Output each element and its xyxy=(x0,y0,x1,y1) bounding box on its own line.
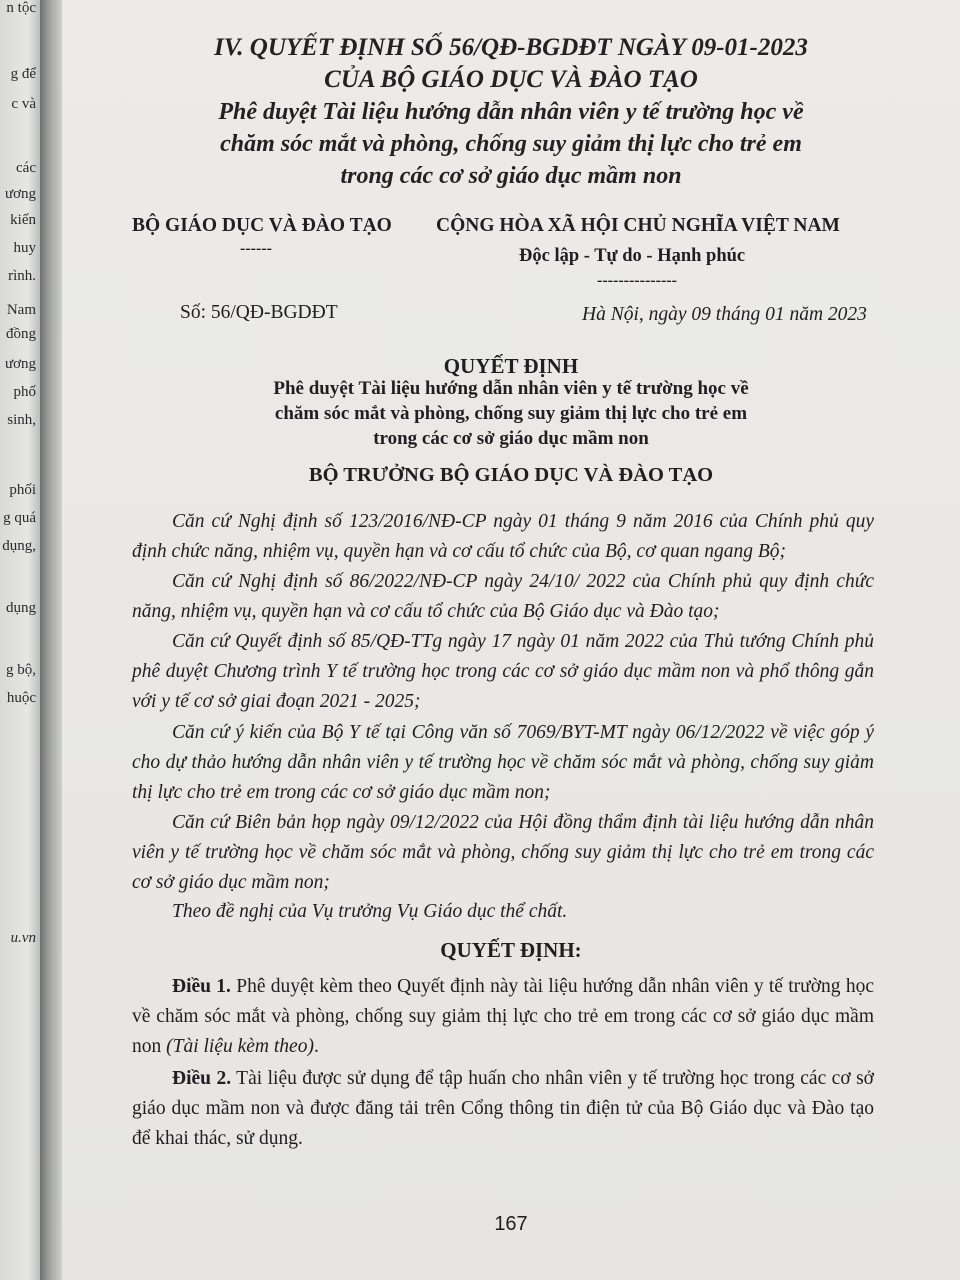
margin-fragment: g quá xyxy=(3,510,36,526)
margin-fragment: u.vn xyxy=(10,930,36,946)
decision-heading: QUYẾT ĐỊNH xyxy=(443,354,579,378)
book-gutter xyxy=(40,0,62,1280)
article-2 xyxy=(132,1064,874,1154)
margin-fragment: ương xyxy=(4,356,36,372)
adjacent-page-edge xyxy=(0,0,40,1280)
section-subtitle-line1: Phê duyệt Tài liệu hướng dẫn nhân viên y tế trường học về xyxy=(218,99,804,125)
document-page xyxy=(62,0,960,1280)
recital-paragraph: Căn cứ ý kiến của Bộ Y tế tại Công văn số 7069/BYT-MT ngày 06/12/2022 về việc góp ý cho dự thảo hướng dẫn nhân viên y tế trường học về chăm sóc mắt và phòng, chống suy giảm thị lực cho trẻ em trong các cơ sở giáo dục mầm non; xyxy=(132,722,874,803)
margin-fragment: các xyxy=(16,160,36,176)
recital-paragraph: Theo đề nghị của Vụ trưởng Vụ Giáo dục thể chất. xyxy=(172,901,568,922)
margin-fragment: kiến xyxy=(10,212,36,228)
section-title-line1: IV. QUYẾT ĐỊNH SỐ 56/QĐ-BGDĐT NGÀY 09-01-2023 xyxy=(214,34,808,61)
article-note: (Tài liệu kèm theo) xyxy=(166,1036,314,1057)
margin-fragment: dụng xyxy=(6,600,36,616)
margin-fragment: phố xyxy=(13,384,36,400)
margin-fragment: sinh, xyxy=(7,412,36,428)
document-number: Số: 56/QĐ-BGDĐT xyxy=(180,302,338,323)
decision-title-line1: Phê duyệt Tài liệu hướng dẫn nhân viên y tế trường học về xyxy=(273,378,749,399)
motto-rule: --------------- xyxy=(597,272,677,289)
country-name: CỘNG HÒA XÃ HỘI CHỦ NGHĨA VIỆT NAM xyxy=(436,215,840,236)
article-text: Tài liệu được sử dụng để tập huấn cho nhân viên y tế trường học trong các cơ sở giáo dục mầm non và được đăng tải trên Cổng thông tin điện tử của Bộ Giáo dục và Đào tạo để khai thác, sử dụng. xyxy=(132,1068,874,1149)
margin-fragment: huộc xyxy=(6,690,36,706)
recital-paragraph: Căn cứ Nghị định số 86/2022/NĐ-CP ngày 24/10/ 2022 của Chính phủ quy định chức năng, nhiệm vụ, quyền hạn và cơ cấu tổ chức của Bộ Giáo dục và Đào tạo; xyxy=(132,571,874,622)
article-1 xyxy=(132,972,874,1062)
section-subtitle-line2: chăm sóc mắt và phòng, chống suy giảm thị lực cho trẻ em xyxy=(220,131,802,157)
decides-heading: QUYẾT ĐỊNH: xyxy=(440,938,582,962)
margin-fragment: n tộc xyxy=(6,0,36,16)
article-label: Điều 1. xyxy=(172,976,231,997)
recital-paragraph: Căn cứ Nghị định số 123/2016/NĐ-CP ngày 01 tháng 9 năm 2016 của Chính phủ quy định chức năng, nhiệm vụ, quyền hạn và cơ cấu tổ chức của Bộ, cơ quan ngang Bộ; xyxy=(132,511,874,562)
margin-fragment: c và xyxy=(11,96,36,112)
decision-title-line3: trong các cơ sở giáo dục mầm non xyxy=(373,428,649,449)
article-end: . xyxy=(313,1036,319,1057)
recital-paragraph: Căn cứ Biên bản họp ngày 09/12/2022 của Hội đồng thẩm định tài liệu hướng dẫn nhân viên y tế trường học về chăm sóc mắt và phòng, chống suy giảm thị lực cho trẻ em trong các cơ sở giáo dục mầm non; xyxy=(132,812,874,893)
margin-fragment: rình. xyxy=(8,268,36,284)
section-title-line2: CỦA BỘ GIÁO DỤC VÀ ĐÀO TẠO xyxy=(324,66,698,93)
agency-rule: ------ xyxy=(240,240,272,257)
national-motto: Độc lập - Tự do - Hạnh phúc xyxy=(519,246,746,266)
margin-fragment: phối xyxy=(9,482,36,498)
page-number: 167 xyxy=(494,1213,528,1235)
margin-fragment: đồng xyxy=(6,326,36,342)
issuing-agency: BỘ GIÁO DỤC VÀ ĐÀO TẠO xyxy=(132,215,392,236)
recital-paragraph: Căn cứ Quyết định số 85/QĐ-TTg ngày 17 ngày 01 năm 2022 của Thủ tướng Chính phủ phê duyệt Chương trình Y tế trường học trong các cơ sở giáo dục mầm non và phổ thông gắn với y tế cơ sở giai đoạn 2021 - 2025; xyxy=(132,631,874,712)
margin-fragment: g bộ, xyxy=(6,662,36,678)
section-subtitle-line3: trong các cơ sở giáo dục mầm non xyxy=(340,163,682,189)
issuing-authority: BỘ TRƯỞNG BỘ GIÁO DỤC VÀ ĐÀO TẠO xyxy=(308,464,714,486)
article-text: Phê duyệt kèm theo Quyết định này tài liệu hướng dẫn nhân viên y tế trường học về chăm sóc mắt và phòng, chống suy giảm thị lực cho trẻ em trong các cơ sở giáo dục mầm non xyxy=(132,976,875,1057)
article-label: Điều 2. xyxy=(172,1068,232,1089)
place-and-date: Hà Nội, ngày 09 tháng 01 năm 2023 xyxy=(582,304,867,325)
margin-fragment: huy xyxy=(13,240,36,256)
decision-title-line2: chăm sóc mắt và phòng, chống suy giảm thị lực cho trẻ em xyxy=(274,403,748,424)
margin-fragment: Nam xyxy=(6,302,36,318)
margin-fragment: dụng, xyxy=(2,538,36,554)
margin-fragment: ương xyxy=(4,186,36,202)
margin-fragment: g để xyxy=(10,66,36,82)
